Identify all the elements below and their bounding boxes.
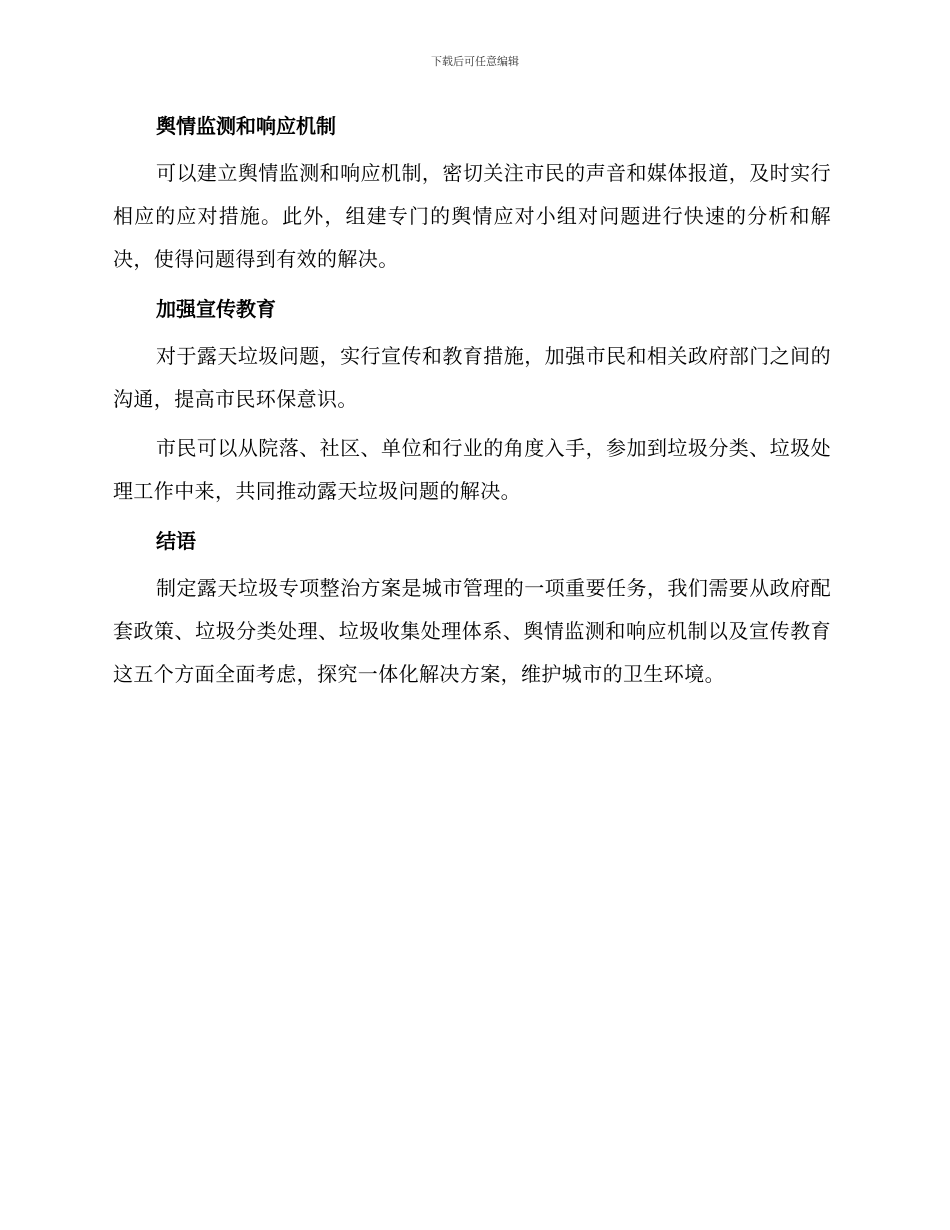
document-body bbox=[113, 112, 831, 696]
paragraph-conclusion: 制定露天垃圾专项整治方案是城市管理的一项重要任务，我们需要从政府配套政策、垃圾分类处理、垃圾收集处理体系、舆情监测和响应机制以及宣传教育这五个方面全面考虑，探究一体化解决方案，维护城市的卫生环境。 bbox=[113, 576, 831, 686]
section-heading-public-opinion: 舆情监测和响应机制 bbox=[156, 114, 336, 138]
paragraph-publicity-1: 对于露天垃圾问题，实行宣传和教育措施，加强市民和相关政府部门之间的沟通，提高市民环保意识。 bbox=[113, 344, 831, 411]
paragraph-publicity-2: 市民可以从院落、社区、单位和行业的角度入手，参加到垃圾分类、垃圾处理工作中来，共同推动露天垃圾问题的解决。 bbox=[113, 436, 831, 503]
paragraph-public-opinion: 可以建立舆情监测和响应机制，密切关注市民的声音和媒体报道，及时实行相应的应对措施。此外，组建专门的舆情应对小组对问题进行快速的分析和解决，使得问题得到有效的解决。 bbox=[113, 161, 831, 271]
section-heading-conclusion: 结语 bbox=[156, 529, 196, 553]
page-header-note: 下载后可任意编辑 bbox=[431, 55, 519, 68]
section-heading-publicity: 加强宣传教育 bbox=[156, 297, 276, 321]
